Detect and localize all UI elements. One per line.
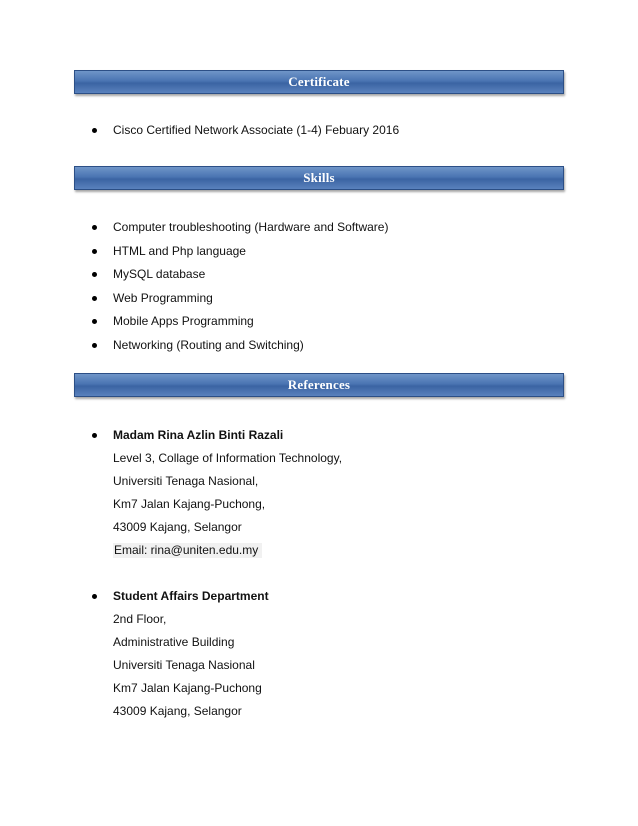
bullet-icon [92, 249, 97, 254]
list-item [92, 244, 388, 258]
certificate-header [74, 70, 564, 94]
address-line: Universiti Tenaga Nasional, [113, 474, 259, 488]
address-line: Km7 Jalan Kajang-Puchong, [113, 497, 266, 511]
reference-name: Student Affairs Department [113, 589, 269, 603]
references-header [74, 373, 564, 397]
address-line: 2nd Floor, [113, 612, 167, 626]
skill-item: MySQL database [113, 267, 206, 281]
skill-item: HTML and Php language [113, 243, 246, 258]
skills-list [92, 220, 388, 361]
skills-header [74, 166, 564, 190]
skill-item: Networking (Routing and Switching) [113, 337, 304, 352]
list-item [92, 291, 388, 305]
bullet-icon [92, 433, 97, 438]
reference-name-row [92, 589, 269, 603]
email-line [92, 543, 342, 557]
list-item [92, 314, 388, 328]
bullet-icon [92, 343, 97, 348]
skill-item: Mobile Apps Programming [113, 314, 254, 328]
list-item [92, 267, 388, 281]
references-title: References [287, 377, 351, 392]
bullet-icon [92, 128, 97, 133]
reference-name-row [92, 428, 342, 442]
list-item [92, 123, 399, 137]
reference-contact [92, 589, 269, 718]
reference-email[interactable]: Email: rina@uniten.edu.my [113, 543, 262, 558]
address-line: 43009 Kajang, Selangor [113, 520, 242, 534]
certificate-list [92, 123, 399, 137]
skill-item: Web Programming [113, 290, 213, 305]
reference-name: Madam Rina Azlin Binti Razali [113, 428, 284, 442]
certificate-title: Certificate [288, 74, 350, 89]
skills-title: Skills [303, 170, 335, 185]
list-item [92, 338, 388, 352]
bullet-icon [92, 272, 97, 277]
list-item [92, 220, 388, 234]
certificate-item: Cisco Certified Network Associate (1-4) Febuary 2016 [113, 123, 400, 137]
address-line: Km7 Jalan Kajang-Puchong [113, 681, 262, 695]
reference-contact [92, 428, 342, 557]
skill-item: Computer troubleshooting (Hardware and Software) [113, 220, 389, 234]
bullet-icon [92, 296, 97, 301]
address-line: 43009 Kajang, Selangor [113, 704, 242, 718]
address-line: Universiti Tenaga Nasional [113, 658, 255, 672]
bullet-icon [92, 319, 97, 324]
bullet-icon [92, 225, 97, 230]
address-line: Administrative Building [113, 635, 235, 649]
address-line: Level 3, Collage of Information Technology, [113, 451, 343, 465]
bullet-icon [92, 594, 97, 599]
